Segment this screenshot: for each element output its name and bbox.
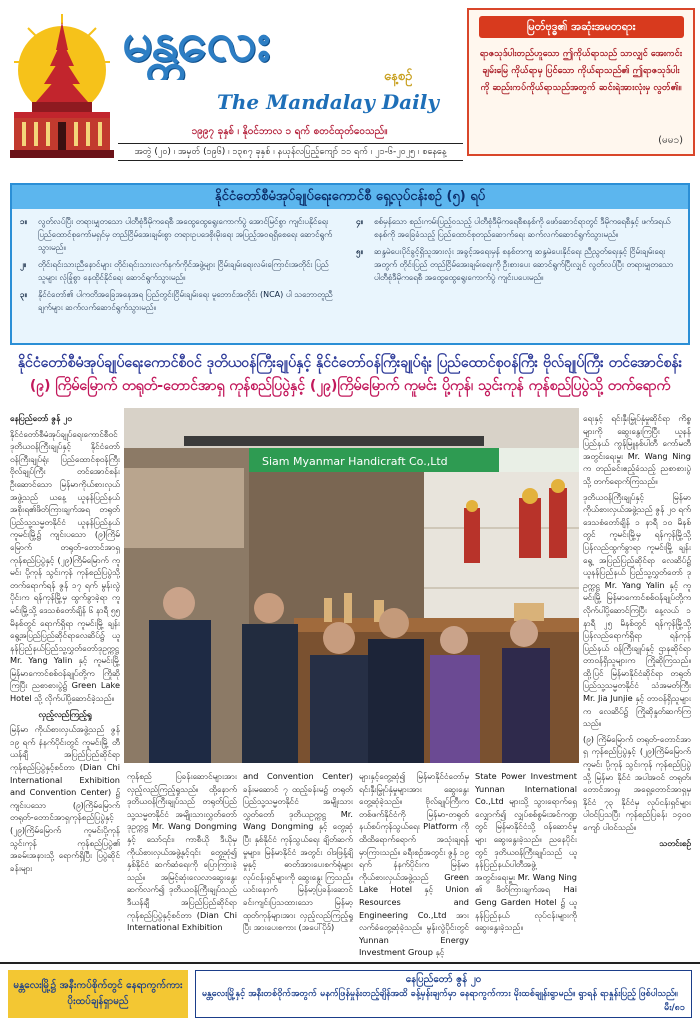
exhibition-photo <box>124 408 579 763</box>
article-paragraph: and Convention Center) ခန်းမဆောင် ၇ ထည့်ခန်းမ၌ တရုတ်ပြည်သူ့သမ္မတနိုင်ငံ အမျိုးသားလွှတ်တော် ဒုတိယဥက္ကဋ္ဌ Mr. Wang Dongming နှင့် တွေ့ဆုံပြီး နှစ်နိုင်ငံ ကုန်သွယ်ရေး ချိတ်ဆက်မှုများ၊ မြန်မာနိုင်ငံ အတွင်း ဝါဒဖြန့်ချိမှုနှင့် ဓာတ်အားပေးစက်ရုံများ လုပ်ငန်းရှင်များကို ဆွေးနွေး ကြသည်။ ယင်းနောက် မြန်မာ့ပြခန်းဆောင် ခင်းကျင်းပြသထားသော မြန်မာ့ထုတ်ကုန်များအား လှည့်လည်ကြည့်ရှုပြီး အားပေးစကား (အပေါ်ပိုဒ်) <box>243 771 353 933</box>
buddha-teaching-box <box>467 8 695 156</box>
page-code: မီး/၈၁ <box>664 1003 685 1013</box>
article-paragraph: (၉) ကြိမ်မြောက် တရုတ်-တောင်အာရှ ကုန်စည်ပြပွဲနှင့် (၂၉)ကြိမ်မြောက် ကူမင်း ပို့ကုန် သွင်းကုန် ကုန်စည်ပြပွဲသို့ မြန်မာ နိုင်ငံ အပါအဝင် တရုတ်၊ တောင်အာရှ၊ အရှေ့တောင်အာရှမှ နိုင်ငံ ၇၃ နိုင်ငံမှ လုပ်ငန်းရှင်များ ပါဝင်ပြသပြီး ကုန်စည်ပြခန်း ၁၄၀၀ ကျော် ပါဝင်သည်။ <box>583 733 691 832</box>
article-paragraph: State Power Investment Yunnan International Co.,Ltd များသို့ သွားရောက်ရှေ့လျှောက်၍ လျှပ်စစ်စွမ်းအင်ကဏ္ဍတွင် မြန်မာနိုင်ငံသို့ ဝန်ဆောင်မှုများ ဆွေးနွေးခဲ့သည်။ ညနေပိုင်းတွင် ဒုတိယဝန်ကြီးချုပ်သည် ယူနန်ပြည်နယ်ပါတီအဖွဲ့ အတွင်းရေးမှူး Mr. Wang Ning ၏ ဖိတ်ကြားချက်အရ Hai Geng Garden Hotel ၌ ယူနန်ပြည်နယ် လုပ်ငန်းများကို ဆွေးနွေးခဲ့သည်။ <box>475 771 577 933</box>
objectives-title: နိုင်ငံတော်စီမံအုပ်ချုပ်ရေးကောင်စီ ရှေ့လုပ်ငန်းစဉ် (၅) ရပ် <box>12 185 688 209</box>
masthead <box>0 0 700 170</box>
objective-item: ၂။ တိုင်းရင်းသားညီနောင်များ တိုင်းရင်းသားလက်နက်ကိုင်အဖွဲ့များ ငြိမ်းချမ်းရေးလမ်းကြောင်းအတိုင်း ပြည်သူများ လုံခြုံစွာ နေထိုင်နိုင်ရေး ဆောင်ရွက်သွားမည်။ <box>20 260 329 282</box>
booth-sign: Siam Myanmar Handicraft Co.,Ltd <box>262 455 448 468</box>
article-column-2 <box>127 770 237 958</box>
lead-headline <box>10 352 690 400</box>
footer <box>0 962 700 1024</box>
objective-item: ၄။ စစ်မှန်သော စည်းကမ်းပြည့်ဝသည့် ပါတီစုံဒီမိုကရေစီစနစ်ကို ဖော်ဆောင်ရာတွင် ဒီမိုကရေစီနှင့် ဖက်ဒရယ်စနစ်ကို အခြေခံသည့် ပြည်ထောင်စုတည်ဆောက်ရေး ဆက်လက်ဆောင်ရွက်သွားမည်။ <box>356 217 671 239</box>
pagoda-logo-icon <box>8 10 116 160</box>
weather-forecast-box <box>195 970 692 1018</box>
objective-item: ၅။ ဆန္ဒမဲပေးပိုင်ခွင့်ရှိသူအားလုံး အခွင့်အရေးမှန် စနစ်တကျ ဆန္ဒမဲပေးနိုင်ရေး ညီညွတ်ရေးနှင့် ငြိမ်းချမ်းရေးအတွက် တိုင်းပြည် တည်ငြိမ်အေးချမ်းရေးကို ဦးစားပေး ဆောင်ရွက်ပြီးလျှင် လွတ်လပ်ပြီး တရားမျှတသော ပါတီစုံဒီမိုကရေစီ အထွေထွေရွေးကောက်ပွဲ ကျင်းပပေးမည်။ <box>356 247 674 282</box>
nameplate <box>122 8 457 158</box>
article-column-5 <box>475 770 577 958</box>
english-title: The Mandalay Daily <box>217 90 439 114</box>
article-signoff: သတင်းစဉ် <box>659 837 691 848</box>
teaching-code: (မမ၁) <box>658 135 683 146</box>
article-subhead: လှည့်လည်ကြည့်ရှု <box>38 708 92 719</box>
exhibition-photo-image <box>124 408 579 763</box>
newspaper-title-suffix: နေ့စဉ် <box>384 69 413 84</box>
article-column-3 <box>243 770 353 958</box>
article-column-right <box>583 412 691 957</box>
forecast-text: မန္တလေးမြို့နှင့် အနီးတစ်ဝိုက်အတွက် မနက်ဖြန်မှုန်းတည့်ချိန်အထိ ခန့်မှန်းချက်မှာ နေရာကွက်ကား မိုးထစ်ချုန်းရွာမည်။ ရွာရန် ရာနှုန်းပြည့် ဖြစ်ပါသည်။ <box>202 989 678 999</box>
objective-item: ၃။ နိုင်ငံတော်၏ ပါကတိအခြေအနေအရ ပြည်တွင်းငြိမ်းချမ်းရေး မူဘောင်အတိုင်း (NCA) ပါ သဘောတူညီချက်များ ဆက်လက်ဆောင်ရွက်သွားမည်။ <box>20 290 333 312</box>
article-paragraph: နိုင်ငံတော်စီမံအုပ်ချုပ်ရေးကောင်စီဝင် ဒုတိယဝန်ကြီးချုပ်နှင့် နိုင်ငံတော်ဝန်ကြီးချုပ်ရုံး ပြည်ထောင်စုဝန်ကြီး ဗိုလ်ချုပ်ကြီး တင်အောင်စန်း ဦးဆောင်သော မြန်မာကိုယ်စားလှယ်အဖွဲ့သည် ယနေ့ ယူနန်ပြည်နယ်အစိုးရ၏ဖိတ်ကြားချက်အရ တရုတ်ပြည်သူ့သမ္မတနိုင်ငံ ယူနန်ပြည်နယ် ကူမင်းမြို့၌ ကျင်းပသော (၉)ကြိမ်မြောက် တရုတ်-တောင်အာရှကုန်စည်ပြပွဲနှင့် (၂၉)ကြိမ်မြောက် ကူမင်း ပို့ကုန် သွင်းကုန် ကုန်စည်ပြပွဲသို့ တက်ရောက်ရန် ဇွန် ၁၇ ရက် မွန်းလွဲပိုင်းက ရန်ကုန်မြို့မှ ထွက်ခွာခဲ့ရာ ကူမင်းမြို့သို့ ဒေသစံတော်ချိန် ၆ နာရီ ၅၅ မိနစ်တွင် ရောက်ရှိရာ ကူမင်းမြို့ ချန်းရွေ့အပြည်ပြည်ဆိုင်ရာလေဆိပ်၌ ယူနန်ပြည်နယ်ပြည်သူ့လွှတ်တော်ဒုဥက္ကဋ္ဌ Mr. Yang Yalin နှင့် ကူမင်းမြို့ မြန်မာကောင်စစ်ဝန်ချုပ်တို့က ကြိုဆိုကြပြီး ညစာစားပွဲ၌ Green Lake Hotel သို့ လိုက်ပါပို့ဆောင်ခဲ့သည်။ <box>10 428 120 704</box>
established-line: ၁၉၉၇ ခုနှစ် ၊ နိုဝင်ဘာလ ၁ ရက် စတင်ထုတ်ဝေသည်။ <box>191 126 388 137</box>
article-paragraph: များနှင့်တွေ့ဆုံ၍ မြန်မာနိုင်ငံတော်မှ ရင်းနှီးမြှုပ်နှံမှုများအား ဆွေးနွေးတွေ့ဆုံခဲ့သည်။ ဗိုလ်ချုပ်ကြီးက တစ်ဖက်နိုင်ငံကို မြန်မာ-တရုတ် နယ်စပ်ကုန်သွယ်ရေး Platform ကို ထိထိရောက်ရောက် အသုံးချရန် မှာကြားသည်။ ခရီးစဉ်အတွင်း ဇွန် ၁၉ ရက် နံနက်ပိုင်းက မြန်မာကိုယ်စားလှယ်အဖွဲ့သည် Green Lake Hotel နှင့် Union Resources and Engineering Co.,Ltd အား လက်ခံတွေ့ဆုံခဲ့သည်။ မွန်းလွဲပိုင်းတွင် Yunnan Energy Investment Group နှင့် <box>359 771 469 958</box>
article-paragraph: ကုန်စည် ပြခန်းဆောင်များအား လှည့်လည်ကြည့်ရှုသည်။ ထို့နောက် ဒုတိယဝန်ကြီးချုပ်သည် တရုတ်ပြည်သူ့သမ္မတနိုင်ငံ အမျိုးသားလွှတ်တော် ဒုဥက္ကဋ္ဌ Mr. Wang Dongming နှင့် သော်၎င်း၊ ကာစီယို ဒီယိုမှ ကိုယ်စားလှယ်အဖွဲ့နှင့်၎င်း တွေ့ဆုံ၍ နှစ်နိုင်ငံ ဆက်ဆံရေးကို ပြောကြားခဲ့သည်။ အမြင့်ဆုံးလေလာဆွေးနွေး ဆက်လက်၍ ဒုတိယဝန်ကြီးချုပ်သည် ဒီယန်ချီ အပြည်ပြည်ဆိုင်ရာကုန်စည်ပြပွဲနှင့်စင်တာ (Dian Chi International Exhibition <box>127 771 237 933</box>
objectives-left-column <box>20 215 344 318</box>
teaching-title: မြတ်ဗုဒ္ဓ၏ အဆုံးအမတရား <box>479 16 684 38</box>
issue-dateline: အတွဲ (၂၀) ၊ အမှတ် (၁၉၆) ၊ ၁၃၈၇ ခုနှစ် ၊ နယုန်လပြည့်ကျော် ၁၁ ရက် ၊ ၂၁-၆-၂၀၂၅ ၊ စနေနေ့ <box>118 143 463 161</box>
article-paragraph: ရေးနှင့် ရင်းနှီးမြှုပ်နှံမှုဆိုင်ရာ ကိစ္စများကို ဆွေးနွေးကြပြီး ယူနန်ပြည်နယ် ကွန်မြူနစ်ပါတီ ကော်မတီအတွင်းရေးမှူး Mr. Wang Ning က တည်ခင်းဧည့်ခံသည့် ညစာစားပွဲသို့ တက်ရောက်ကြသည်။ <box>583 413 691 486</box>
objective-item: ၁။ လွတ်လပ်ပြီး တရားမျှတသော ပါတီစုံဒီမိုကရေစီ အထွေထွေရွေးကောက်ပွဲ အောင်မြင်စွာ ကျင်းပနိုင်ရေး ပြည်ထောင်စုကော်မရှင်မှ တည်ငြိမ်အေးချမ်းစွာ တရားဥပဒေစိုးမိုးရေး အပြည့်အဝရရှိစေရေး ဆောင်ရွက်သွားမည်။ <box>20 217 332 252</box>
article-paragraph: ဒုတိယဝန်ကြီးချုပ်နှင့် မြန်မာကိုယ်စားလှယ်အဖွဲ့သည် ဇွန် ၂၀ ရက် ဒေသစံတော်ချိန် ၁ နာရီ ၁၀ မိနစ်တွင် ကူမင်းမြို့မှ ရန်ကုန်မြို့သို့ ပြန်လည်ထွက်ခွာရာ ကူမင်းမြို့ ချန်းရွေ့ အပြည်ပြည်ဆိုင်ရာ လေဆိပ်၌ ယူနန်ပြည်နယ် ပြည်သူ့လွှတ်တော် ဒုဥက္ကဋ္ဌ Mr. Yang Yalin နှင့် ကူမင်းမြို့ မြန်မာကောင်စစ်ဝန်ချုပ်တို့က လိုက်ပါပို့ဆောင်ကြပြီး နေ့လယ် ၁ နာရီ ၂၅ မိနစ်တွင် ရန်ကုန်မြို့သို့ ပြန်လည်ရောက်ရှိရာ ရန်ကုန်ပြည်နယ် ဝန်ကြီးချုပ်နှင့် ဌာနဆိုင်ရာ တာဝန်ရှိသူများက ကြိုဆိုကြသည်။ ထို့ပြင် မြန်မာနိုင်ငံဆိုင်ရာ တရုတ်ပြည်သူ့သမ္မတနိုင်ငံ သံအမတ်ကြီး Mr. Jia Junjie နှင့် တာဝန်ရှိသူများက လေဆိပ်၌ ကြိုဆိုနှုတ်ဆက်ကြသည်။ <box>583 491 691 729</box>
article-column-left <box>10 412 120 957</box>
council-objectives-box <box>10 183 690 345</box>
article-paragraph: မြန်မာ ကိုယ်စားလှယ်အဖွဲ့သည် ဇွန် ၁၉ ရက် နံနက်ပိုင်းတွင် ကူမင်းမြို့ တီယန်ချီ အပြည်ပြည်ဆိုင်ရာကုန်စည်ပြပွဲနှင့်စင်တာ (Dian Chi International Exhibition and Convention Center) ၌ ကျင်းပသော (၉)ကြိမ်မြောက် တရုတ်-တောင်အာရှကုန်စည်ပြပွဲနှင့် (၂၉)ကြိမ်မြောက် ကူမင်းပို့ကုန် သွင်းကုန် ကုန်စည်ပြပွဲ၏ အခမ်းအနားသို့ ရောက်ရှိပြီး ပြပွဲဆိုင်ခန်းများ <box>10 724 120 873</box>
headline-line-1: နိုင်ငံတော်စီမံအုပ်ချုပ်ရေးကောင်စီဝင် ဒုတိယဝန်ကြီးချုပ်နှင့် နိုင်ငံတော်ဝန်ကြီးချုပ်ရုံး ပြည်ထောင်စုဝန်ကြီး ဗိုလ်ချုပ်ကြီး တင်အောင်စန်း <box>17 355 683 371</box>
pagoda-logo <box>8 10 116 160</box>
newspaper-title: မန္တလေး <box>122 10 269 73</box>
weather-banner: မန္တလေးမြို့၌ အနီးကပ်စိုက်တွင် နေရာကွက်ကား ပိုးထပ်ချန်ရှာမည် <box>8 970 188 1018</box>
article-column-4 <box>359 770 469 958</box>
forecast-dateline: နေပြည်တော် ဇွန် ၂၀ <box>405 974 482 985</box>
teaching-text: ရာဇသုဒ်ပါးတည်ဟူသော ဤကိုယ်ရာသည် သာလျှင် အေးကင်းချမ်းမြေ ကိုယ်ရာမှ ပြင်သော ကိုယ်ရာသည်၏ ဤရာဇသုဒ်ပါးကို ဆည်းကပ်ကိုယ်ရာသည်အတွက် ဆင်းရဲအားလုံးမှ လွတ်၏။ <box>479 49 683 93</box>
objectives-right-column <box>356 215 680 318</box>
article-dateline: နေပြည်တော် ဇွန် ၂၀ <box>10 413 72 423</box>
headline-line-2: (၉) ကြိမ်မြောက် တရုတ်-တောင်အာရှ ကုန်စည်ပြပွဲနှင့် (၂၉)ကြိမ်မြောက် ကူမင်း ပို့ကုန်၊ သွင်းကုန် ကုန်စည်ပြပွဲသို့ တက်ရောက် <box>29 378 671 394</box>
